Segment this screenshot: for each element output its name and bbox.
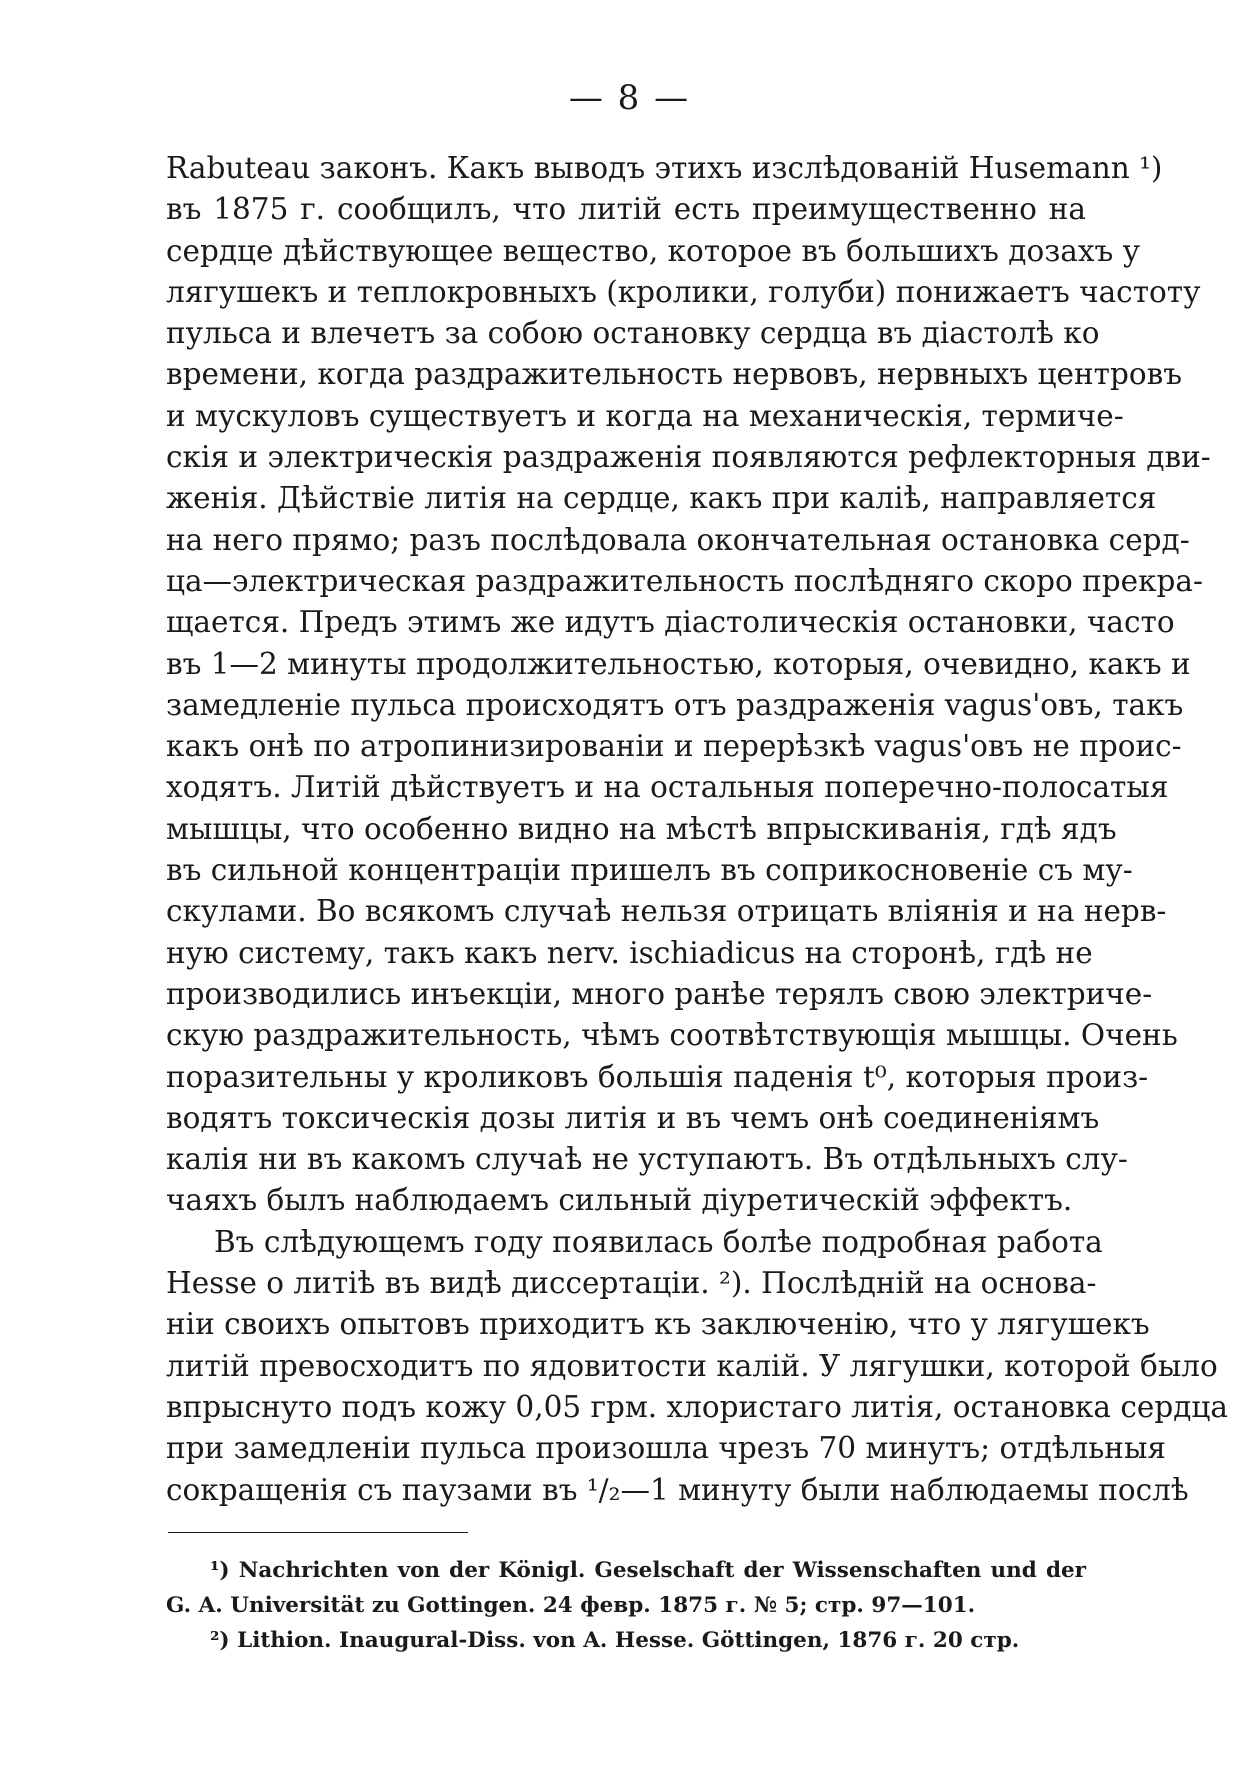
text-line: ную систему, такъ какъ nerv. ischiadicus на сторонѣ, гдѣ не: [166, 935, 1093, 970]
text-line: производились инъекціи, много ранѣе терялъ свою электриче-: [166, 976, 1153, 1011]
text-line: женія. Дѣйствіе литія на сердце, какъ при каліѣ, направляется: [166, 481, 1157, 516]
text-line: мышцы, что особенно видно на мѣстѣ впрыскиванія, гдѣ ядъ: [166, 811, 1117, 846]
text-line: при замедленіи пульса произошла чрезъ 70 минутъ; отдѣльныя: [166, 1431, 1167, 1466]
text-line: лягушекъ и теплокровныхъ (кролики, голуби) понижаетъ частоту: [166, 274, 1201, 309]
text-line: въ сильной концентраціи пришелъ въ соприкосновеніе съ му-: [166, 853, 1133, 888]
text-line: на него прямо; разъ послѣдовала окончательная остановка серд-: [166, 522, 1190, 557]
footnote-1-continuation: G. A. Universität zu Gottingen. 24 февр. 1875 г. № 5; стр. 97—101.: [166, 1593, 976, 1618]
text-line: поразительны у кроликовъ большія паденія t⁰, которыя произ-: [166, 1059, 1149, 1094]
text-line: скія и электрическія раздраженія появляются рефлекторныя дви-: [166, 440, 1211, 475]
text-line: щается. Предъ этимъ же идутъ діастолическія остановки, часто: [166, 605, 1175, 640]
page-number: — 8 —: [568, 78, 691, 118]
text-line: замедленіе пульса происходятъ отъ раздраженія vagus'овъ, такъ: [166, 687, 1184, 722]
footnote-2: ²) Lithion. Inaugural-Diss. von A. Hesse. Göttingen, 1876 г. 20 стр.: [210, 1628, 1020, 1653]
text-line: чаяхъ былъ наблюдаемъ сильный діуретическій эффектъ.: [166, 1183, 1073, 1218]
footnote-divider: [168, 1532, 468, 1533]
text-line: скую раздражительность, чѣмъ соотвѣтствующія мышцы. Очень: [166, 1018, 1178, 1053]
text-line: впрыснуто подъ кожу 0,05 грм. хлористаго литія, остановка сердца: [166, 1389, 1228, 1424]
text-line: Hesse о литіѣ въ видѣ диссертаціи. ²). Послѣдній на основа-: [166, 1266, 1097, 1301]
text-line: въ 1875 г. сообщилъ, что литій есть преимущественно на: [166, 192, 1086, 227]
text-line: какъ онѣ по атропинизированіи и перерѣзкѣ vagus'овъ не проис-: [166, 729, 1182, 764]
text-line: ца—электрическая раздражительность послѣдняго скоро прекра-: [166, 563, 1203, 598]
text-line: Rabuteau законъ. Какъ выводъ этихъ изслѣдованій Husemann ¹): [166, 151, 1163, 185]
text-line: сердце дѣйствующее вещество, которое въ большихъ дозахъ у: [166, 233, 1141, 268]
text-line: въ 1—2 минуты продолжительностью, которыя, очевидно, какъ и: [166, 646, 1191, 681]
text-line: ніи своихъ опытовъ приходитъ къ заключенію, что у лягушекъ: [166, 1307, 1150, 1342]
paragraph-start-line: Въ слѣдующемъ году появилась болѣе подробная работа: [214, 1224, 1103, 1259]
text-line: литій превосходитъ по ядовитости калій. У лягушки, которой было: [166, 1348, 1218, 1383]
text-line: времени, когда раздражительность нервовъ, нервныхъ центровъ: [166, 357, 1182, 392]
text-line: пульса и влечетъ за собою остановку сердца въ діастолѣ ко: [166, 316, 1100, 351]
text-line: калія ни въ какомъ случаѣ не уступаютъ. Въ отдѣльныхъ слу-: [166, 1142, 1128, 1177]
text-line: ходятъ. Литій дѣйствуетъ и на остальныя поперечно-полосатыя: [166, 770, 1169, 805]
text-line: и мускуловъ существуетъ и когда на механическія, термиче-: [166, 398, 1124, 433]
text-line: скулами. Во всякомъ случаѣ нельзя отрицать вліянія и на нерв-: [166, 894, 1167, 929]
body-text: [166, 148, 1228, 1511]
text-line: сокращенія съ паузами въ ¹/₂—1 минуту были наблюдаемы послѣ: [166, 1472, 1189, 1507]
text-line: водятъ токсическія дозы литія и въ чемъ онѣ соединеніямъ: [166, 1100, 1100, 1135]
footnote-1: ¹) Nachrichten von der Königl. Geselschaft der Wissenschaften und der: [210, 1558, 1086, 1583]
footnotes: [166, 1553, 1086, 1658]
